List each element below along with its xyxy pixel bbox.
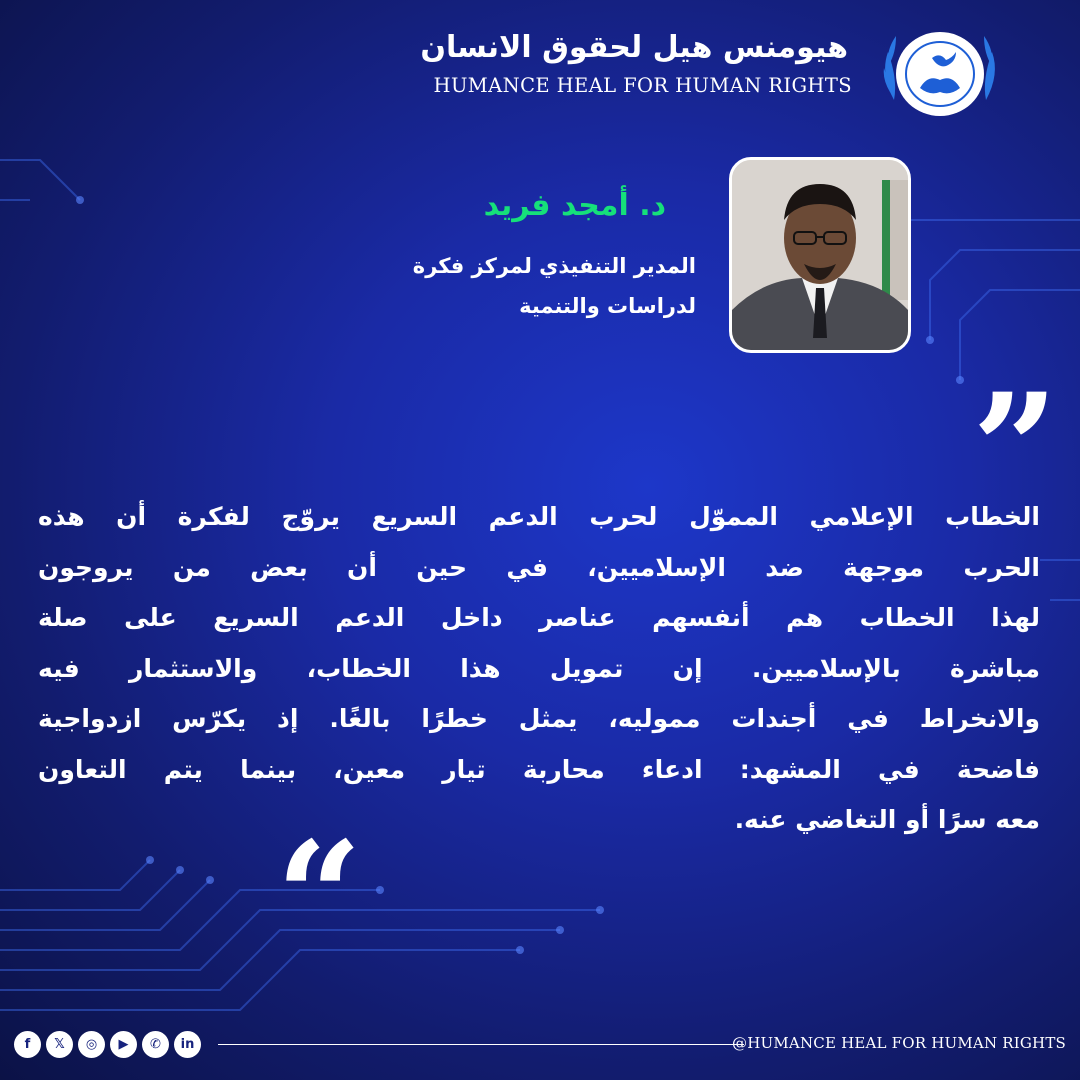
portrait-photo bbox=[732, 160, 908, 350]
speaker-title-line: المدير التنفيذي لمركز فكرة bbox=[412, 254, 696, 278]
speaker-title-line: لدراسات والتنمية bbox=[519, 294, 696, 318]
social-links bbox=[14, 1031, 201, 1058]
social-handle[interactable]: @HUMANCE HEAL FOR HUMAN RIGHTS bbox=[732, 1034, 1066, 1052]
quote-line: الخطاب الإعلامي المموّل لحرب الدعم السريع يروّج لفكرة أن هذه bbox=[38, 502, 1040, 531]
quote-line: مباشرة بالإسلاميين. إن تمويل هذا الخطاب، والاستثمار فيه bbox=[38, 653, 1040, 683]
speaker-photo bbox=[729, 157, 911, 353]
quote-close-mark: “ bbox=[276, 809, 363, 985]
quote-line: الحرب موجهة ضد الإسلاميين، في حين أن بعض من يروجون bbox=[38, 552, 1040, 582]
quote-line: معه سرًا أو التغاضي عنه. bbox=[734, 805, 1040, 834]
organization-logo bbox=[876, 22, 1004, 120]
footer-divider bbox=[218, 1044, 744, 1045]
organization-name-english: HUMANCE HEAL FOR HUMAN RIGHTS bbox=[433, 74, 852, 97]
linkedin-icon[interactable]: in bbox=[174, 1031, 201, 1058]
youtube-icon[interactable]: ▶ bbox=[110, 1031, 137, 1058]
quote-line: فاضحة في المشهد: ادعاء محاربة تيار معين، بينما يتم التعاون bbox=[38, 754, 1040, 784]
whatsapp-icon[interactable]: ✆ bbox=[142, 1031, 169, 1058]
speaker-name: د. أمجد فريد bbox=[483, 188, 666, 223]
quote-text bbox=[38, 492, 1040, 846]
quote-open-mark: ” bbox=[972, 361, 1059, 537]
x-icon[interactable]: 𝕏 bbox=[46, 1031, 73, 1058]
quote-line: لهذا الخطاب هم أنفسهم عناصر داخل الدعم السريع على صلة bbox=[38, 603, 1040, 632]
organization-name-arabic: هيومنس هيل لحقوق الانسان bbox=[420, 30, 848, 65]
speaker-title bbox=[336, 246, 696, 326]
quote-line: والانخراط في أجندات مموليه، يمثل خطرًا بالغًا. إذ يكرّس ازدواجية bbox=[38, 704, 1040, 733]
facebook-icon[interactable]: f bbox=[14, 1031, 41, 1058]
instagram-icon[interactable]: ◎ bbox=[78, 1031, 105, 1058]
